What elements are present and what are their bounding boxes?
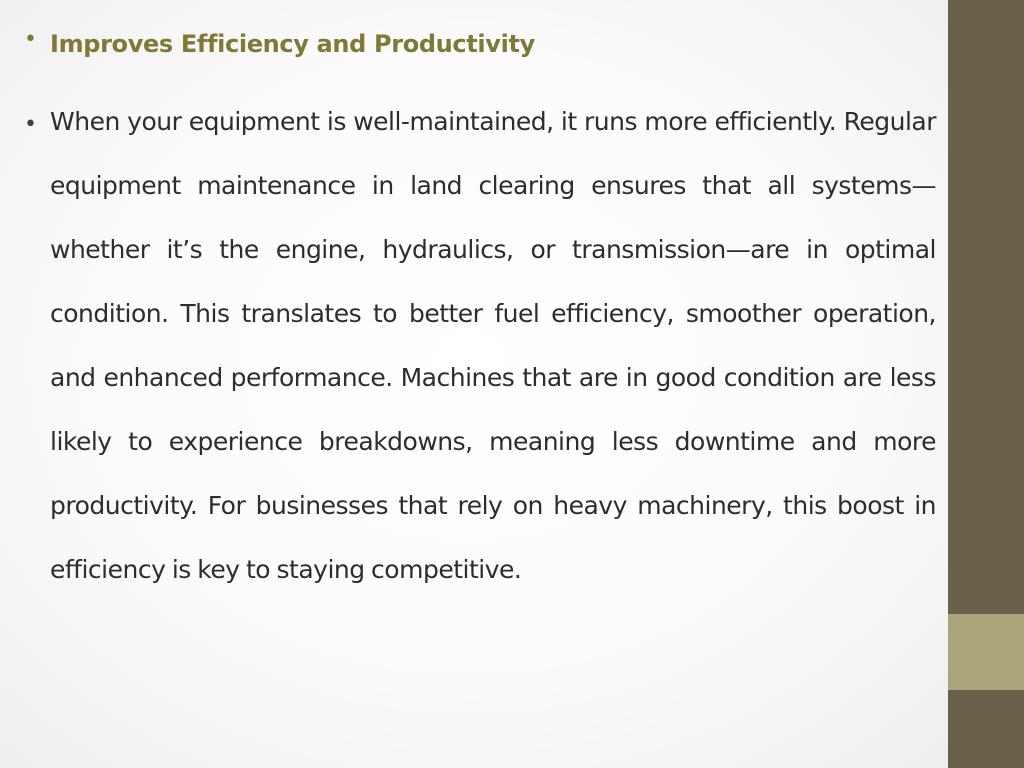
slide-content: [24, 24, 936, 602]
bullet-dot-icon: •: [24, 27, 37, 52]
slide-heading: Improves Efficiency and Productivity: [50, 30, 535, 58]
sidebar-accent-block: [948, 614, 1024, 690]
body-paragraph: When your equipment is well-maintained, it runs more efficiently. Regular equipment maintenance in land clearing ensures that all systems—whether it’s the engine, hydraulics, or transmission—are in optimal condition. This translates to better fuel efficiency, smoother operation, and enhanced performance. Machines that are in good condition are less likely to experience breakdowns, meaning less downtime and more productivity. For businesses that rely on heavy machinery, this boost in efficiency is key to staying competitive.: [50, 107, 936, 584]
bullet-dot-icon: •: [24, 112, 37, 137]
heading-bullet-item: [24, 24, 936, 64]
body-bullet-item: [24, 90, 936, 602]
